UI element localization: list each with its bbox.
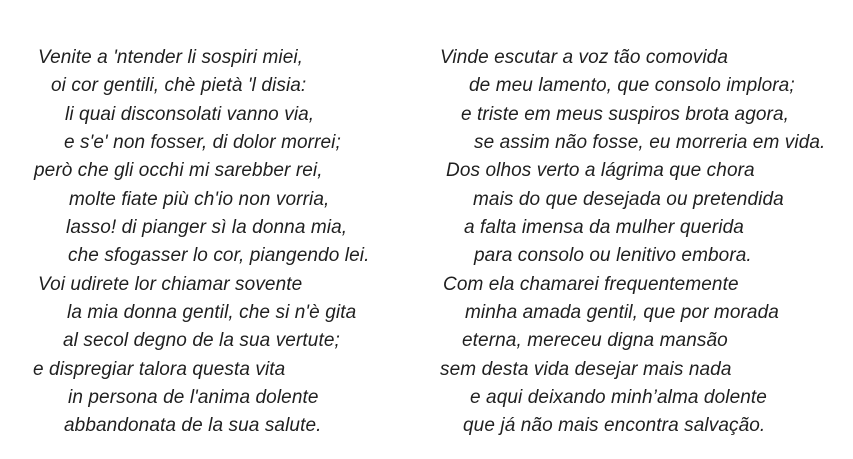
poem-line: e aqui deixando minh’alma dolente — [470, 387, 767, 409]
poem-line: Venite a 'ntender li sospiri miei, — [38, 47, 304, 68]
poem-line: Voi udirete lor chiamar sovente — [38, 273, 303, 295]
poem-line: se assim não fosse, eu morreria em vida. — [474, 132, 826, 154]
poem-line: e s'e' non fosser, di dolor morrei; — [64, 132, 341, 154]
poem-line: Com ela chamarei frequentemente — [443, 273, 739, 295]
poem-line: de meu lamento, que consolo implora; — [469, 75, 795, 97]
poem-line: que já não mais encontra salvação. — [463, 415, 766, 437]
poem-line: al secol degno de la sua vertute; — [63, 330, 340, 352]
poem-line: che sfogasser lo cor, piangendo lei. — [68, 245, 370, 267]
poem-line: in persona de l'anima dolente — [68, 387, 319, 409]
poem-line: mais do que desejada ou pretendida — [473, 188, 784, 210]
poem-line: eterna, mereceu digna mansão — [462, 330, 728, 352]
poem-line: però che gli occhi mi sarebber rei, — [34, 160, 323, 182]
poem-line: a falta imensa da mulher querida — [464, 217, 744, 239]
poem-line: sem desta vida desejar mais nada — [440, 358, 732, 380]
poem-line: li quai disconsolati vanno via, — [65, 103, 315, 125]
poem-line: Vinde escutar a voz tão comovida — [440, 47, 729, 68]
poem-line: Dos olhos verto a lágrima que chora — [446, 160, 755, 182]
poem-column-portuguese — [440, 44, 825, 441]
poem-line: abbandonata de la sua salute. — [64, 415, 322, 437]
poem-line: lasso! di pianger sì la donna mia, — [66, 217, 348, 239]
poem-line: para consolo ou lenitivo embora. — [474, 245, 752, 267]
poem-line: minha amada gentil, que por morada — [465, 302, 779, 324]
poem-line: molte fiate più ch'io non vorria, — [69, 188, 330, 210]
poem-line: e triste em meus suspiros brota agora, — [461, 103, 789, 125]
poem-line: la mia donna gentil, che si n'è gita — [67, 302, 357, 324]
poem-column-italian — [33, 44, 370, 441]
poem-line: oi cor gentili, chè pietà 'l disia: — [51, 75, 307, 97]
poem-line: e dispregiar talora questa vita — [33, 358, 286, 380]
